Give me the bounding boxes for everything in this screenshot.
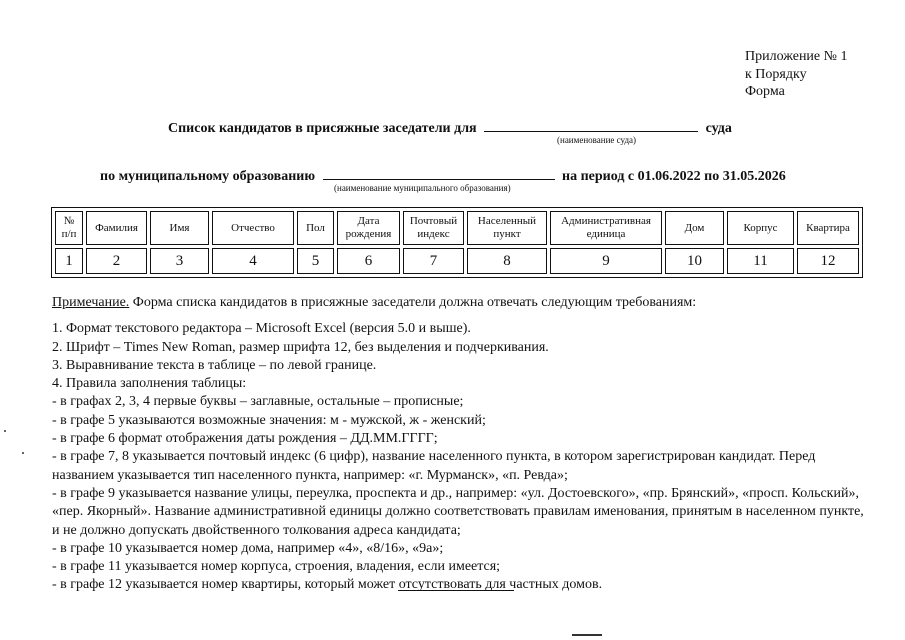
municipality-blank [323, 166, 555, 180]
note-line: 4. Правила заполнения таблицы: [52, 376, 247, 392]
table-header-row [55, 211, 859, 245]
header-cell: Дата рождения [337, 211, 400, 245]
number-cell: 9 [550, 248, 662, 274]
header-cell: Корпус [727, 211, 794, 245]
header-cell: № п/п [55, 211, 83, 245]
document-title [168, 118, 732, 137]
note-line: - в графе 6 формат отображения даты рождения – ДД.ММ.ГГГГ; [52, 431, 438, 447]
notes-section [52, 294, 867, 595]
note-line: - в графах 2, 3, 4 первые буквы – заглавные, остальные – прописные; [52, 394, 464, 410]
number-cell: 1 [55, 248, 83, 274]
court-name-blank [484, 118, 698, 132]
note-line: 1. Формат текстового редактора – Microsoft Excel (версия 5.0 и выше). [52, 321, 471, 337]
appendix-line-3: Форма [745, 84, 785, 99]
title-line2-part-2: на период с 01.06.2022 по 31.05.2026 [562, 169, 786, 184]
note-line: - в графе 5 указываются возможные значения: м - мужской, ж - женский; [52, 412, 486, 428]
header-cell: Отчество [212, 211, 294, 245]
number-cell: 8 [467, 248, 547, 274]
title-part-2: суда [705, 121, 732, 136]
number-cell: 7 [403, 248, 464, 274]
number-cell: 3 [150, 248, 209, 274]
notes-intro [52, 294, 867, 312]
header-cell: Дом [665, 211, 724, 245]
appendix-block [745, 48, 848, 101]
header-cell: Почтовый индекс [403, 211, 464, 245]
bottom-divider [398, 590, 514, 591]
number-cell: 5 [297, 248, 334, 274]
note-line: - в графе 9 указывается название улицы, переулка, проспекта и др., например: «ул. Достоевского», «пр. Брянский», «просп. Кольский», «пер. Якорный». Название административной единицы должно соответствовать правилам именования, принятым в населенном пункте, и не должно допускать двойственного толкования адреса кандидата; [52, 485, 864, 538]
header-cell: Административная единица [550, 211, 662, 245]
title-part-1: Список кандидатов в присяжные заседатели для [168, 121, 477, 136]
note-line: 3. Выравнивание текста в таблице – по левой границе. [52, 357, 377, 373]
header-cell: Имя [150, 211, 209, 245]
header-cell: Фамилия [86, 211, 147, 245]
table-number-row [55, 248, 859, 274]
number-cell: 4 [212, 248, 294, 274]
note-line: - в графе 12 указывается номер квартиры, который может отсутствовать для частных домов. [52, 577, 603, 593]
header-cell: Квартира [797, 211, 859, 245]
scan-dot [22, 452, 24, 454]
header-cell: Населенный пункт [467, 211, 547, 245]
number-cell: 11 [727, 248, 794, 274]
title-line2-part-1: по муниципальному образованию [100, 169, 316, 184]
appendix-line-2: к Порядку [745, 66, 807, 82]
number-cell: 10 [665, 248, 724, 274]
note-line: - в графе 10 указывается номер дома, например «4», «8/16», «9а»; [52, 540, 444, 556]
candidates-table [51, 207, 863, 278]
number-cell: 6 [337, 248, 400, 274]
scan-dot [4, 430, 6, 432]
municipality-caption: (наименование муниципального образования) [334, 183, 511, 193]
notes-heading: Примечание. [52, 295, 130, 310]
number-cell: 12 [797, 248, 859, 274]
header-cell: Пол [297, 211, 334, 245]
number-cell: 2 [86, 248, 147, 274]
scan-mark [572, 634, 602, 636]
appendix-line-1: Приложение № 1 [745, 49, 848, 64]
note-line: - в графе 11 указывается номер корпуса, строения, владения, если имеется; [52, 559, 501, 575]
note-line: 2. Шрифт – Times New Roman, размер шрифта 12, без выделения и подчеркивания. [52, 339, 549, 355]
note-line: - в графе 7, 8 указывается почтовый индекс (6 цифр), название населенного пункта, в котором зарегистрирован кандидат. Перед названием указывается тип населенного пункта, например: «г. Мурманск», «п. Ревда»; [52, 449, 816, 483]
notes-intro-text: Форма списка кандидатов в присяжные заседатели должна отвечать следующим требованиям: [129, 295, 697, 310]
court-name-caption: (наименование суда) [557, 135, 637, 145]
